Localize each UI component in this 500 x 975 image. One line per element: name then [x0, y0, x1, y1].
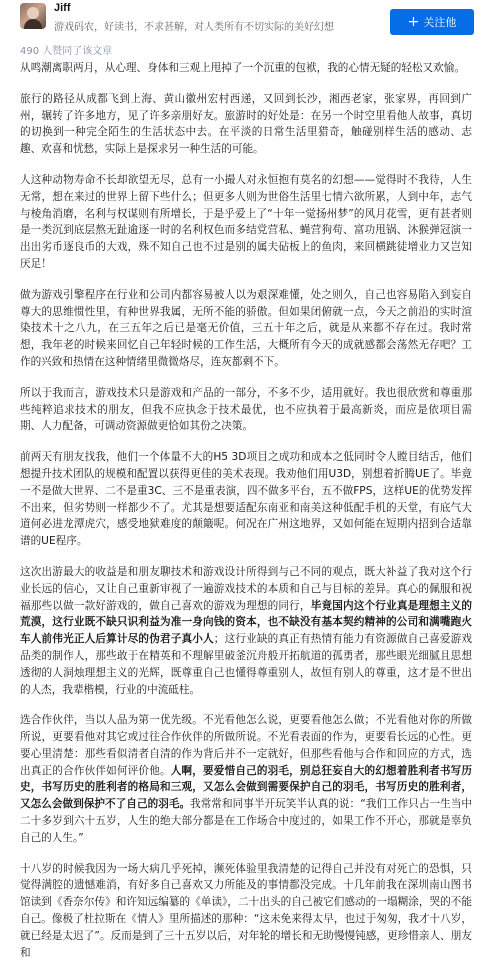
bold-text: 毕竟国内这个行业真是理想主义的荒漠，这行业既不缺只识利益为准一身向钱的资本，也不缺没有基本契约精神的公司和满嘴跑火车人前伟光正人后算计尽的伪君子真小人: [20, 599, 473, 646]
paragraph-text: 旅行的路径从成都飞到上海、黄山徽州宏村西递，又回到长沙，湘西老家，张家界，再回到广州，辗转了许多地方，见了许多亲朋好友。旅游时的好处是：在另一个时空里看他人故事，真切的切换到一种完全陌生的生活状态中去。在平淡的日常生活里猎奇，触碰别样生活的感动、志趣、欢喜和忧愁，实际上是探求另一种生活的可能。: [20, 92, 472, 156]
paragraph-text: 十八岁的时候我因为一场大病几乎死掉，濒死体验里我清楚的记得自己并没有对死亡的恐惧，只觉得满腔的遗憾难消，有好多自己喜欢又力所能及的事情都没完成。十几年前我在深圳南山图书馆读到《香奈尔传》和许知远编纂的《单读》，二十出头的自己被它们感动的一塌糊涂，哭的不能自己。像极了杜拉斯在《情人》里所描述的那种：“这未免来得太早，也过于匆匆，我才十八岁，就已经是太迟了”。反而是到了三十五岁以后，对年轮的增长和无助慢慢钝感，更珍惜亲人、朋友和: [20, 862, 472, 959]
author-header: [0, 0, 500, 40]
paragraph-text: 从鸣潮离职两月，从心理、身体和三观上甩掉了一个沉重的包袱，我的心情无疑的轻松又欢愉。: [20, 62, 465, 74]
article-paragraph: [20, 564, 472, 698]
paragraph-text: 人这种动物寿命不长却欲望无尽，总有一小撮人对永恒抱有莫名的幻想——觉得时不我待，人生无常，想在来过的世界上留下些什么；但更多人则为世俗生活里七情六欲所累，人到中年，志气与棱角消磨，名利与权谋则有所增长，于是乎爱上了“十年一觉扬州梦”的风月花雪，更有甚者则是一类沉到底层熬无趾逾逐一时的名利权色而多结党营私、蝇营狗苟、富功甩锅、沐猴弹冠演一出出劣币逐良币的大戏，殊不知自己也不过是别的属夫砧板上的鱼肉，来回横跳徒增业力又岂知厌足！: [20, 173, 472, 270]
article-paragraph: [20, 712, 472, 846]
article-paragraph: [20, 60, 472, 77]
like-count[interactable]: 490 人赞同了该文章: [20, 46, 113, 57]
paragraph-text: 做为游戏引擎程序在行业和公司内都容易被人以为艰深难懂，处之则久，自己也容易陷入到妄自尊大的思维惯性里，有种世界我属，无所不能的骄傲。但如果闭俯就一点，今天之前沿的实时渲染技术十之八九，在三五年之后已是毫无价值，三五十年之后，就是从来都不存在过。我时常想，我年老的时候来回忆自己年轻时候的工作生活，大概所有今天的成就感都会荡然无存吧？工作的兴致和热情在这种情绪里微微烙尽，连灰都剩不下。: [20, 288, 472, 368]
plus-icon: +: [407, 14, 420, 30]
paragraph-text: 所以于我而言，游戏技术只是游戏和产品的一部分，不多不少，适用就好。我也很欣赏和尊重那些纯粹追求技术的朋友，但我不应执念于技术最优，也不应执着于最高新炎，而应是依项目需期、人力配备，可调动资源做更恰如其份之决策。: [20, 386, 472, 433]
article-paragraph: [20, 287, 472, 371]
avatar-face: [27, 7, 39, 19]
paragraph-text: 选合作伙伴，当以人品为第一优先级。不光看他怎么说，更要看他怎么做；不光看他对你的所做所说，更要看他对其它或过往合作伙伴的所做所说。不光看表面的作为，更要看长远的心性。更要心里清楚：那些看似清者自清的作为背后并不一定就好，但那些看他与合作和回应的方式，选出真正的合作伙伴如何评价他。: [20, 714, 472, 777]
article-body: [20, 60, 472, 975]
avatar[interactable]: [20, 3, 46, 29]
article-paragraph: [20, 449, 472, 550]
author-name[interactable]: Jiff: [54, 2, 71, 14]
author-bio: 游戏码农，好读书，不求甚解，对人类所有不切实际的美好幻想: [54, 22, 334, 33]
paragraph-text: 前两天有朋友找我，他们一个体量不大的H5 3D项目之成功和成本之低同时令人瞠目结舌，他们想提升技术团队的规模和配置以获得更佳的美术表现。我劝他们用U3D，别想着折腾UE了。毕竟一不是做大世界、二不是重3C、三不是重表演，四不做多平台，五不做FPS，这样UE的优势发挥不出来，但劣势则一样都少不了。尤其是想要适配东南亚和南美这种低配手机的天堂，有底气大道何必进龙潭虎穴，感受地狱难度的颠簸呢。何况在广州这地界，又如何能在短期内招到合适靠谱的UE程序。: [20, 451, 472, 548]
bold-text: 人啊，要爱惜自己的羽毛，别总狂妄自大的幻想着胜利者书写历史，书写历史的胜利者的格局和三观，又怎么会做到需要保护自己的羽毛，书写历史的胜利者，又怎么会做到保护不了自己的羽毛。: [20, 764, 473, 811]
paragraph-text: 我常常和同事半开玩笑半认真的说：“我们工作只占一生当中二十多岁到六十五岁，人生的绝大部分都是在工作场合中度过的，如果工作不开心，那就是辜负自己的人生。”: [20, 798, 472, 844]
article-paragraph: [20, 385, 472, 435]
paragraph-text: ；这行业缺的真正有热情有能力有资源做自己喜爱游戏品类的制作人，那些敢于在精英和不理解里破釜沉舟般开拓航道的孤勇者，那些眼光细腻且思想透彻的人洞烛理想主义的光辉，既尊重自己也懂得尊重别人，故恒有别人的尊重，这才是不世出的人杰，我辈楷模，行业的中流砥柱。: [20, 633, 473, 696]
follow-button-label: 关注他: [423, 16, 457, 29]
article-paragraph: [20, 91, 472, 158]
paragraph-text: 这次出游最大的收益是和朋友聊技术和游戏设计所得到与己不同的观点，既大补益了我对这个行业长远的信心，又让自己重新审视了一遍游戏技术的本质和自己与目标的差异。真心的佩服和祝福那些以做一款好游戏的，做自己喜欢的游戏为理想的同行，: [20, 565, 472, 612]
avatar-body: [24, 19, 42, 29]
article-paragraph: [20, 861, 472, 962]
article-paragraph: [20, 172, 472, 273]
follow-button[interactable]: [390, 9, 474, 35]
